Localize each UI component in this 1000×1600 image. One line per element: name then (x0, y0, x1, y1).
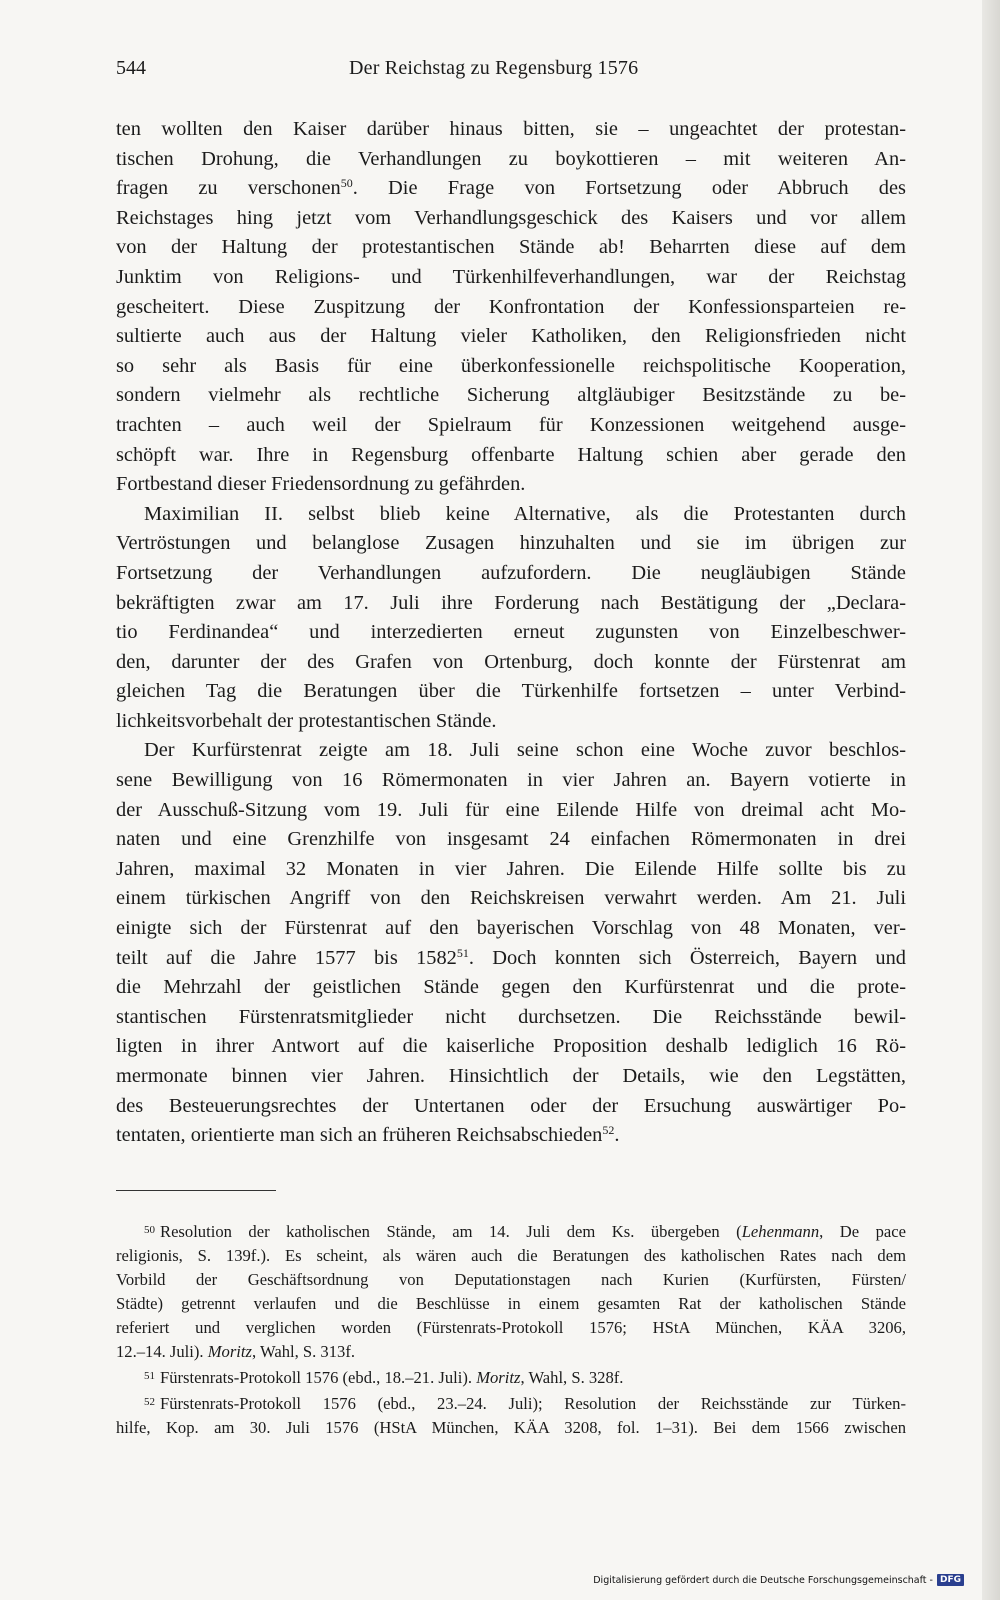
footnote-number: 52 (144, 1396, 155, 1408)
text-line: Der Kurfürstenrat zeigte am 18. Juli seine schon eine Woche zuvor beschlos- (144, 739, 906, 762)
text-line: tio Ferdinandea“ und interzedierten erneut zugunsten von Einzelbeschwer- (116, 621, 906, 644)
text-line: bekräftigten zwar am 17. Juli ihre Forderung nach Bestätigung der „Declara- (116, 591, 906, 614)
footnotes (116, 1218, 906, 1440)
text-line: ten wollten den Kaiser darüber hinaus bitten, sie – ungeachtet der protestan- (116, 118, 906, 140)
footnote-text: , Wahl, S. 313f. (252, 1342, 355, 1361)
footnote-line (116, 1292, 906, 1316)
footnote-text: referiert und verglichen worden (Fürstenrats-Protokoll 1576; HStA München, KÄA 3206, (116, 1318, 906, 1337)
footnote-text: Städte) getrennt verlaufen und die Beschlüsse in einem gesamten Rat der katholischen Stände (116, 1294, 906, 1313)
text-line: die Mehrzahl der geistlichen Stände gegen den Kurfürstenrat und die prote- (116, 976, 906, 999)
text-line: naten und eine Grenzhilfe von insgesamt 24 einfachen Römermonaten in drei (116, 828, 906, 851)
text-segment: . Die Frage von Fortsetzung oder Abbruch des (352, 177, 906, 200)
text-segment: tentaten, orientierte man sich an früheren Reichsabschieden (116, 1124, 603, 1147)
author-name: Lehenmann (741, 1222, 820, 1241)
text-segment: teilt auf die Jahre 1577 bis 1582 (116, 946, 457, 969)
footnote-separator (116, 1190, 276, 1191)
text-line: lichkeitsvorbehalt der protestantischen Stände. (116, 709, 497, 732)
footnote-reference: 51 (456, 945, 469, 960)
footnote-text: hilfe, Kop. am 30. Juli 1576 (HStA München, KÄA 3208, fol. 1–31). Bei dem 1566 zwischen (116, 1418, 906, 1437)
footnote-text: , De pace (819, 1222, 906, 1241)
text-line: Fortsetzung der Verhandlungen aufzufordern. Die neugläubigen Stände (116, 561, 906, 584)
footnote-line (116, 1364, 906, 1390)
text-line: mermonate binnen vier Jahren. Hinsichtlich der Details, wie den Legstätten, (116, 1065, 906, 1087)
text-line: sene Bewilligung von 16 Römermonaten in vier Jahren an. Bayern votierte in (116, 769, 906, 792)
running-title: Der Reichstag zu Regensburg 1576 (349, 57, 639, 79)
page-header (116, 57, 906, 87)
footnote-line (116, 1390, 906, 1416)
text-line: Maximilian II. selbst blieb keine Alternative, als die Protestanten durch (144, 502, 906, 525)
page-edge (982, 0, 1000, 1600)
author-name: Moritz (207, 1342, 252, 1361)
text-line: sondern vielmehr als rechtliche Sicherung altgläubiger Besitzstände zu be- (116, 384, 906, 407)
footnote-line (116, 1244, 906, 1268)
footnote-line (116, 1218, 906, 1244)
footnote-line (116, 1416, 906, 1440)
text-line: stantischen Fürstenratsmitglieder nicht durchsetzen. Die Reichsstände bewil- (116, 1005, 906, 1028)
text-line: von der Haltung der protestantischen Stände ab! Beharrten diese auf dem (116, 236, 906, 259)
page-number: 544 (116, 57, 146, 79)
footnote-text: , Wahl, S. 328f. (520, 1368, 624, 1387)
text-line: Junktim von Religions- und Türkenhilfeverhandlungen, war der Reichstag (116, 265, 906, 288)
text-line (116, 944, 906, 974)
text-line: einem türkischen Angriff von den Reichskreisen verwahrt werden. Am 21. Juli (116, 887, 906, 910)
footnote-line (116, 1340, 906, 1364)
text-line: so sehr als Basis für eine überkonfessionelle reichspolitische Kooperation, (116, 354, 906, 377)
text-line: des Besteuerungsrechtes der Untertanen oder der Ersuchung auswärtiger Po- (116, 1094, 906, 1117)
text-segment: . (614, 1124, 620, 1147)
text-line: trachten – auch weil der Spielraum für Konzessionen weitgehend ausge- (116, 413, 906, 436)
text-segment: . Doch konnten sich Österreich, Bayern und (468, 946, 906, 969)
body-text (116, 115, 906, 1151)
footnote-reference: 50 (340, 176, 353, 191)
digitization-credit (593, 1574, 964, 1586)
text-line: einigte sich der Fürstenrat auf den bayerischen Vorschlag von 48 Monaten, ver- (116, 917, 906, 940)
text-line: schöpft war. Ihre in Regensburg offenbarte Haltung schien aber gerade den (116, 443, 906, 466)
text-line: gescheitert. Diese Zuspitzung der Konfrontation der Konfessionsparteien re- (116, 295, 906, 318)
footnote-text: Fürstenrats-Protokoll 1576 (ebd., 23.–24. Juli); Resolution der Reichsstände zur Türken- (160, 1394, 906, 1413)
footnote-line (116, 1316, 906, 1340)
text-line: sultierte auch aus der Haltung vieler Katholiken, den Religionsfrieden nicht (116, 325, 906, 348)
footnote-text: Resolution der katholischen Stände, am 14. Juli dem Ks. übergeben ( (160, 1222, 742, 1241)
footnote-text: religionis, S. 139f.). Es scheint, als wären auch die Beratungen des katholischen Rates nach dem (116, 1246, 906, 1265)
text-line (116, 174, 906, 204)
credit-text: Digitalisierung gefördert durch die Deutsche Forschungsgemeinschaft - (593, 1574, 933, 1586)
author-name: Moritz (476, 1368, 521, 1387)
text-line: Fortbestand dieser Friedensordnung zu gefährden. (116, 473, 526, 496)
text-segment: fragen zu verschonen (116, 177, 341, 200)
footnote-text: 12.–14. Juli). (116, 1342, 208, 1361)
footnote-number: 50 (144, 1224, 155, 1236)
text-line: den, darunter der des Grafen von Ortenburg, doch konnte der Fürstenrat am (116, 650, 906, 673)
text-line: Reichstages hing jetzt vom Verhandlungsgeschick des Kaisers und vor allem (116, 206, 906, 229)
text-line (116, 1121, 906, 1151)
footnote-text: Fürstenrats-Protokoll 1576 (ebd., 18.–21. Juli). (160, 1368, 477, 1387)
footnote-text: Vorbild der Geschäftsordnung von Deputationstagen nach Kurien (Kurfürsten, Fürsten/ (116, 1270, 906, 1289)
text-line: Jahren, maximal 32 Monaten in vier Jahren. Die Eilende Hilfe sollte bis zu (116, 857, 906, 880)
text-line: der Ausschuß-Sitzung vom 19. Juli für eine Eilende Hilfe von dreimal acht Mo- (116, 798, 906, 821)
text-line: tischen Drohung, die Verhandlungen zu boykottieren – mit weiteren An- (116, 147, 906, 170)
dfg-logo: DFG (937, 1574, 964, 1586)
footnote-reference: 52 (602, 1123, 615, 1138)
footnote-number: 51 (144, 1370, 155, 1382)
footnote-line (116, 1268, 906, 1292)
text-line: ligten in ihrer Antwort auf die kaiserliche Proposition deshalb lediglich 16 Rö- (116, 1035, 906, 1058)
text-line: Vertröstungen und belanglose Zusagen hinzuhalten und sie im übrigen zur (116, 532, 906, 555)
text-line: gleichen Tag die Beratungen über die Türkenhilfe fortsetzen – unter Verbind- (116, 680, 906, 703)
